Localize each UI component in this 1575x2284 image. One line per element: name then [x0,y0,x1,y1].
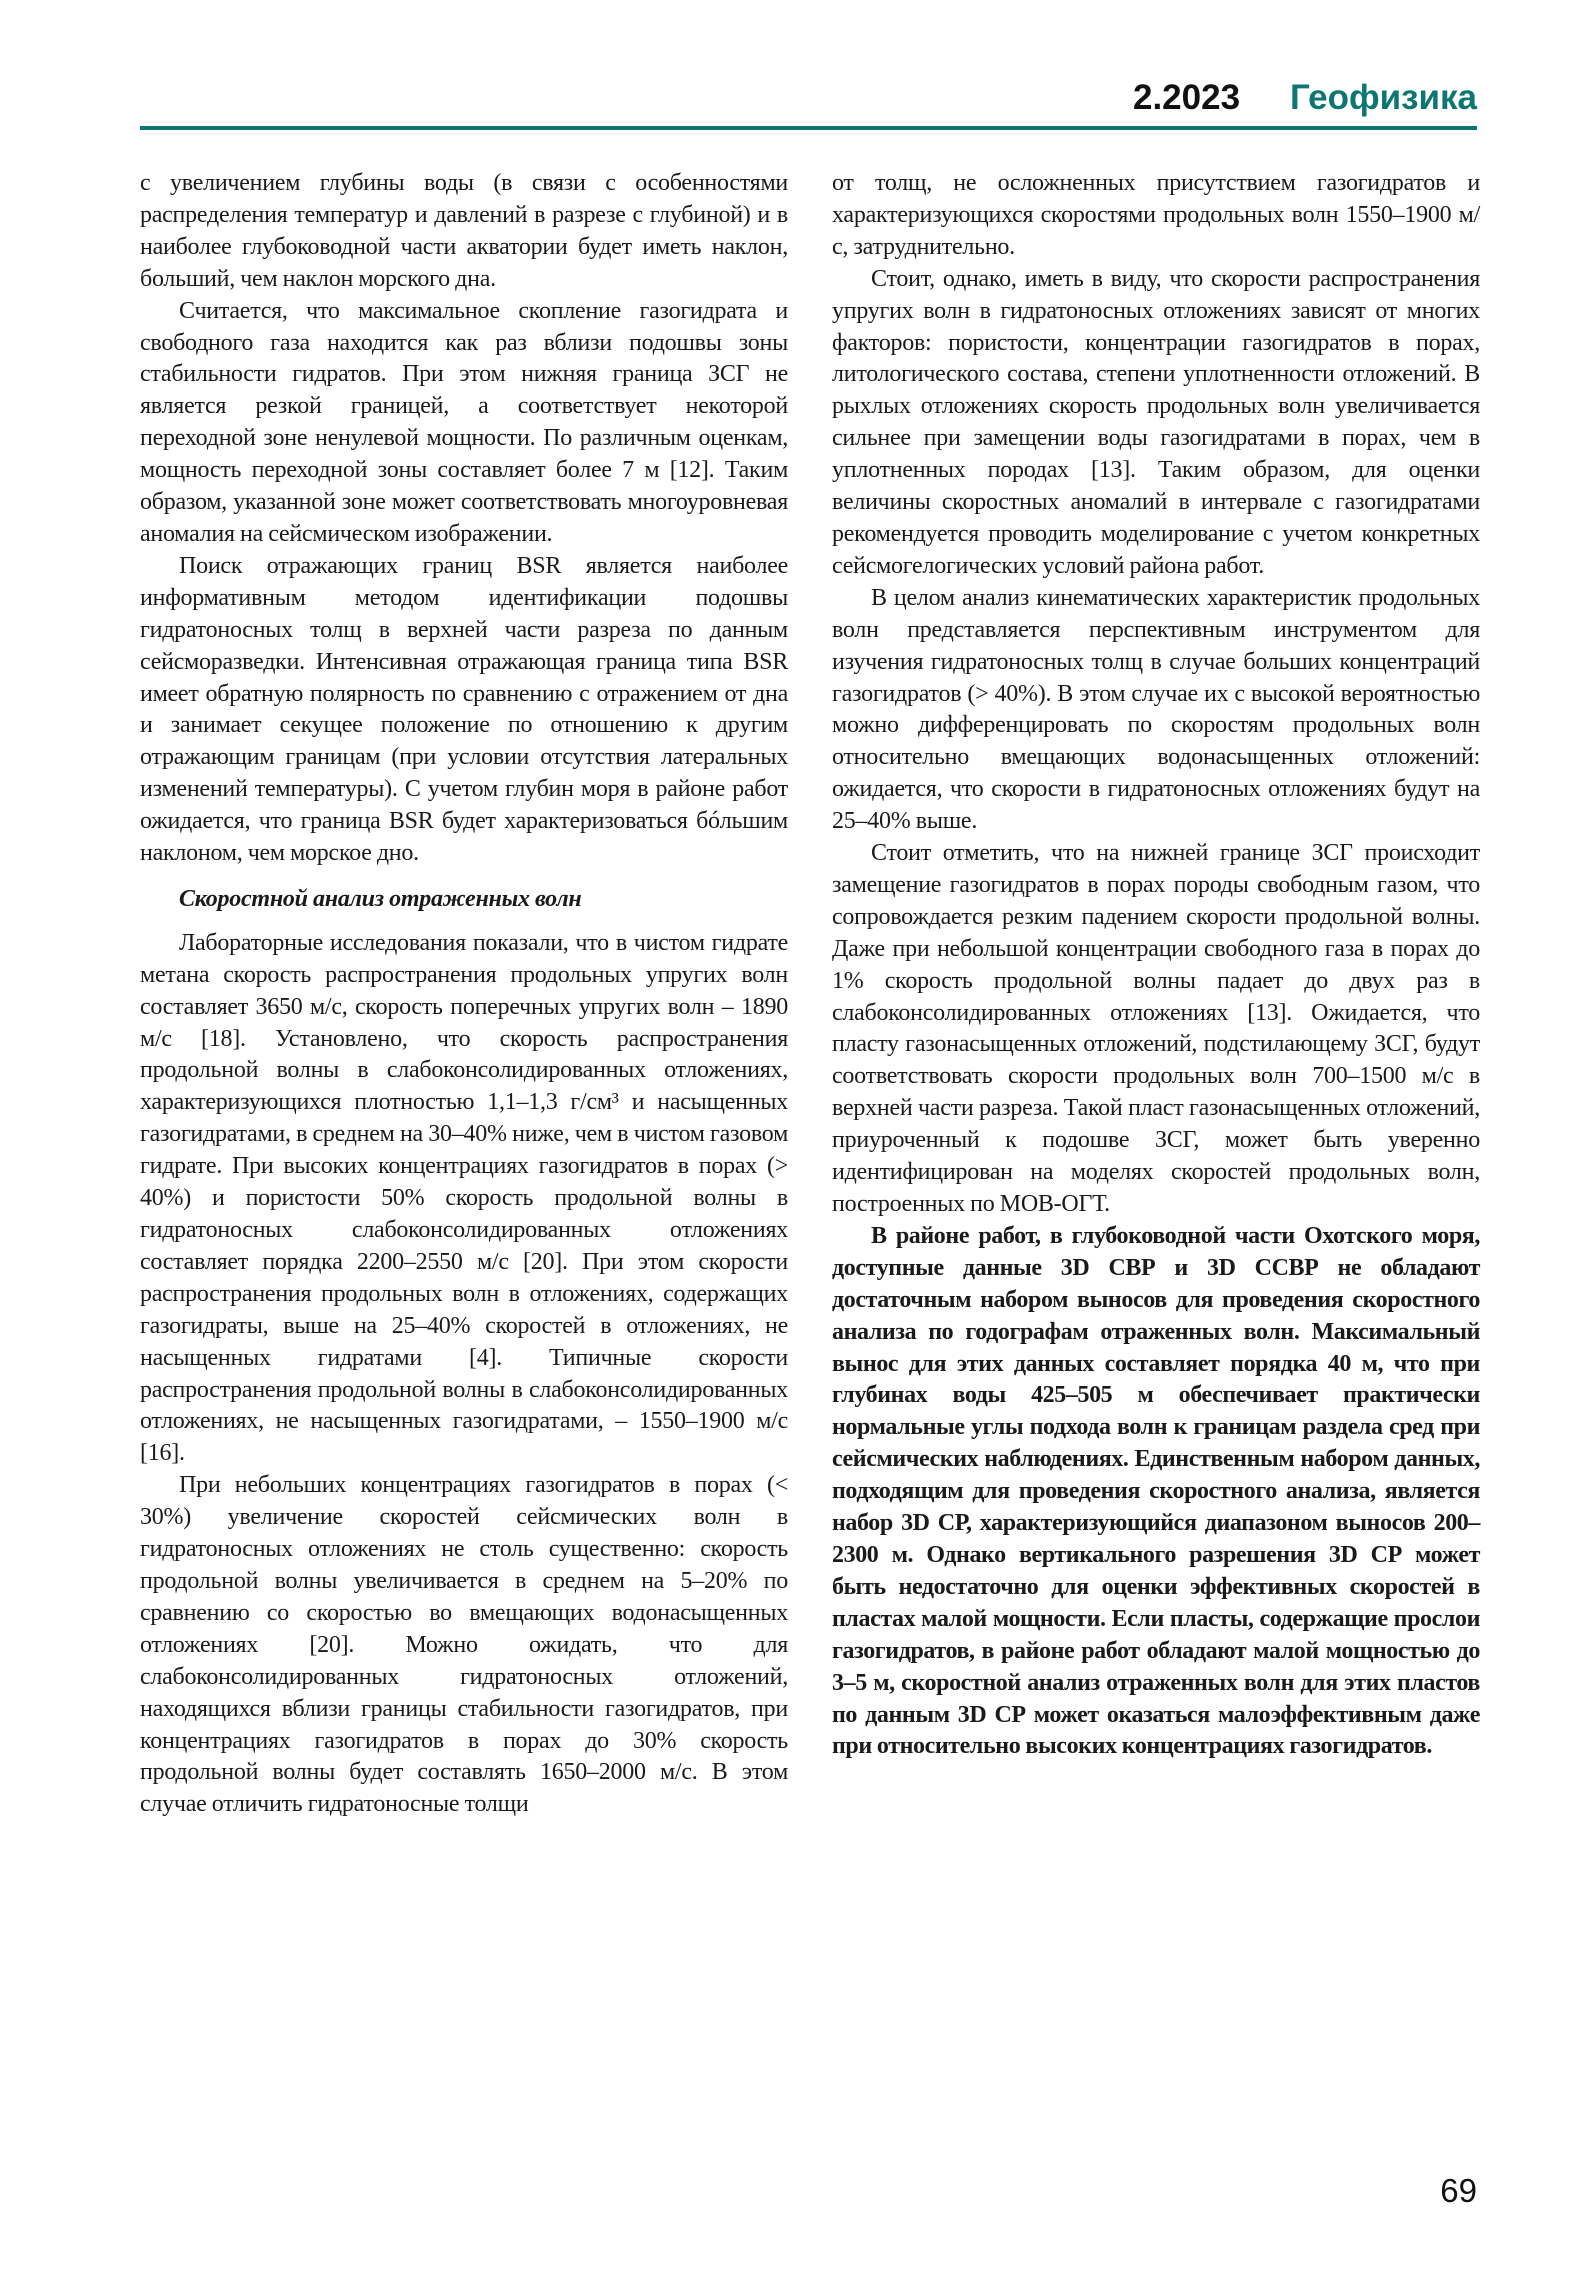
paragraph: Считается, что максимальное скопление газогидрата и свободного газа находится как раз вблизи подошвы зоны стабильности гидратов. При этом нижняя граница ЗСГ не является резкой границей, а соответствует некоторой переходной зоне ненулевой мощности. По различным оценкам, мощность переходной зоны составляет более 7 м [12]. Таким образом, указанной зоне может соответствовать многоуровневая аномалия на сейсмическом изображении. [140,297,788,547]
paragraph: Стоит, однако, иметь в виду, что скорости распространения упругих волн в гидратоносных отложениях зависят от многих факторов: пористости, концентрации газогидратов в порах, литологического состава, степени уплотненности отложений. В рыхлых отложениях скорость продольных волн увеличивается сильнее при замещении воды газогидратами в порах, чем в уплотненных породах [13]. Таким образом, для оценки величины скоростных аномалий в интервале с газогидратами рекомендуется проводить моделирование с учетом конкретных сейсмогелогических условий района работ. [832,265,1480,579]
paragraph: В целом анализ кинематических характеристик продольных волн представляется перспективным инструментом для изучения гидратоносных толщ в случае больших концентраций газогидратов (> 40%). В этом случае их с высокой вероятностью можно дифференцировать по скоростям продольных волн относительно вмещающих водонасыщенных отложений: ожидается, что скорости в гидратоносных отложениях будут на 25–40% выше. [832,584,1480,835]
paragraph: с увеличением глубины воды (в связи с особенностями распределения температур и давлений в разрезе с глубиной) и в наиболее глубоководной части акватории будет иметь наклон, больший, чем наклон морского дна. [140,170,788,292]
paragraph: При небольших концентрациях газогидратов в порах (< 30%) увеличение скоростей сейсмических волн в гидратоносных отложениях не столь существенно: скорость продольной волны увеличивается в среднем на 5–20% по сравнению со скоростью во вмещающих водонасыщенных отложениях [20]. Можно ожидать, что для слабоконсолидированных гидратоносных отложений, находящихся вблизи границы стабильности газогидратов, при концентрациях газогидратов в порах до 30% скорость продольной волны будет составлять 1650–2000 м/с. В этом случае отличить гидратоносные толщи [140,1472,788,1818]
header-divider [140,126,1477,130]
right-column [832,168,1480,1763]
running-header [1133,78,1477,118]
issue-number: 2.2023 [1132,78,1241,117]
left-column [140,168,788,1821]
paragraph-bold: В районе работ, в глубоководной части Охотского моря, доступные данные 3D СВР и 3D ССВР не обладают достаточным набором выносов для проведения скоростного анализа по годографам отраженных волн. Максимальный вынос для этих данных составляет порядка 40 м, что при глубинах воды 425–505 м обеспечивает практически нормальные углы подхода волн к границам раздела сред при сейсмических наблюдениях. Единственным набором данных, подходящим для проведения скоростного анализа, является набор 3D СР, характеризующийся диапазоном выносов 200–2300 м. Однако вертикального разрешения 3D СР может быть недостаточно для оценки эффективных скоростей в пластах малой мощности. Если пласты, содержащие прослои газогидратов, в районе работ обладают малой мощностью до 3–5 м, скоростной анализ отраженных волн для этих пластов по данным 3D СР может оказаться малоэффективным даже при относительно высоких концентрациях газогидратов. [832,1222,1480,1760]
paragraph: Поиск отражающих границ BSR является наиболее информативным методом идентификации подошвы гидратоносных толщ в верхней части разреза по данным сейсморазведки. Интенсивная отражающая граница типа BSR имеет обратную полярность по сравнению с отражением от дна и занимает секущее положение по отношению к другим отражающим границам (при условии отсутствия латеральных изменений температуры). С учетом глубин моря в районе работ ожидается, что граница BSR будет характеризоваться бóльшим наклоном, чем морское дно. [140,552,788,867]
paragraph: Лабораторные исследования показали, что в чистом гидрате метана скорость распространения продольных упругих волн составляет 3650 м/с, скорость поперечных упругих волн – 1890 м/с [18]. Установлено, что скорость распространения продольной волны в слабоконсолидированных отложениях, характеризующихся плотностью 1,1–1,3 г/см³ и насыщенных газогидратами, в среднем на 30–40% ниже, чем в чистом газовом гидрате. При высоких концентрациях газогидратов в порах (> 40%) и пористости 50% скорость продольной волны в гидратоносных слабоконсолидированных отложениях составляет порядка 2200–2550 м/с [20]. При этом скорости распространения продольных волн в отложениях, содержащих газогидраты, выше на 25–40% скоростей в отложениях, не насыщенных гидратами [4]. Типичные скорости распространения продольной волны в слабоконсолидированных отложениях, не насыщенных газогидратами, – 1550–1900 м/с [16]. [140,929,788,1467]
page-number: 69 [1440,2172,1477,2209]
paragraph: Стоит отметить, что на нижней границе ЗСГ происходит замещение газогидратов в порах породы свободным газом, что сопровождается резким падением скорости продольной волны. Даже при небольшой концентрации свободного газа в порах до 1% скорость продольной волны падает до двух раз в слабоконсолидированных отложениях [13]. Ожидается, что пласту газонасыщенных отложений, подстилающему ЗСГ, будут соответствовать скорости продольных волн 700–1500 м/с в верхней части разреза. Такой пласт газонасыщенных отложений, приуроченный к подошве ЗСГ, может быть уверенно идентифицирован на моделях скоростей продольных волн, построенных по МОВ-ОГТ. [832,840,1480,1217]
journal-title: Геофизика [1290,78,1477,117]
section-heading: Скоростной анализ отраженных волн [179,885,582,912]
paragraph: от толщ, не осложненных присутствием газогидратов и характеризующихся скоростями продольных волн 1550–1900 м/с, затруднительно. [832,170,1480,260]
